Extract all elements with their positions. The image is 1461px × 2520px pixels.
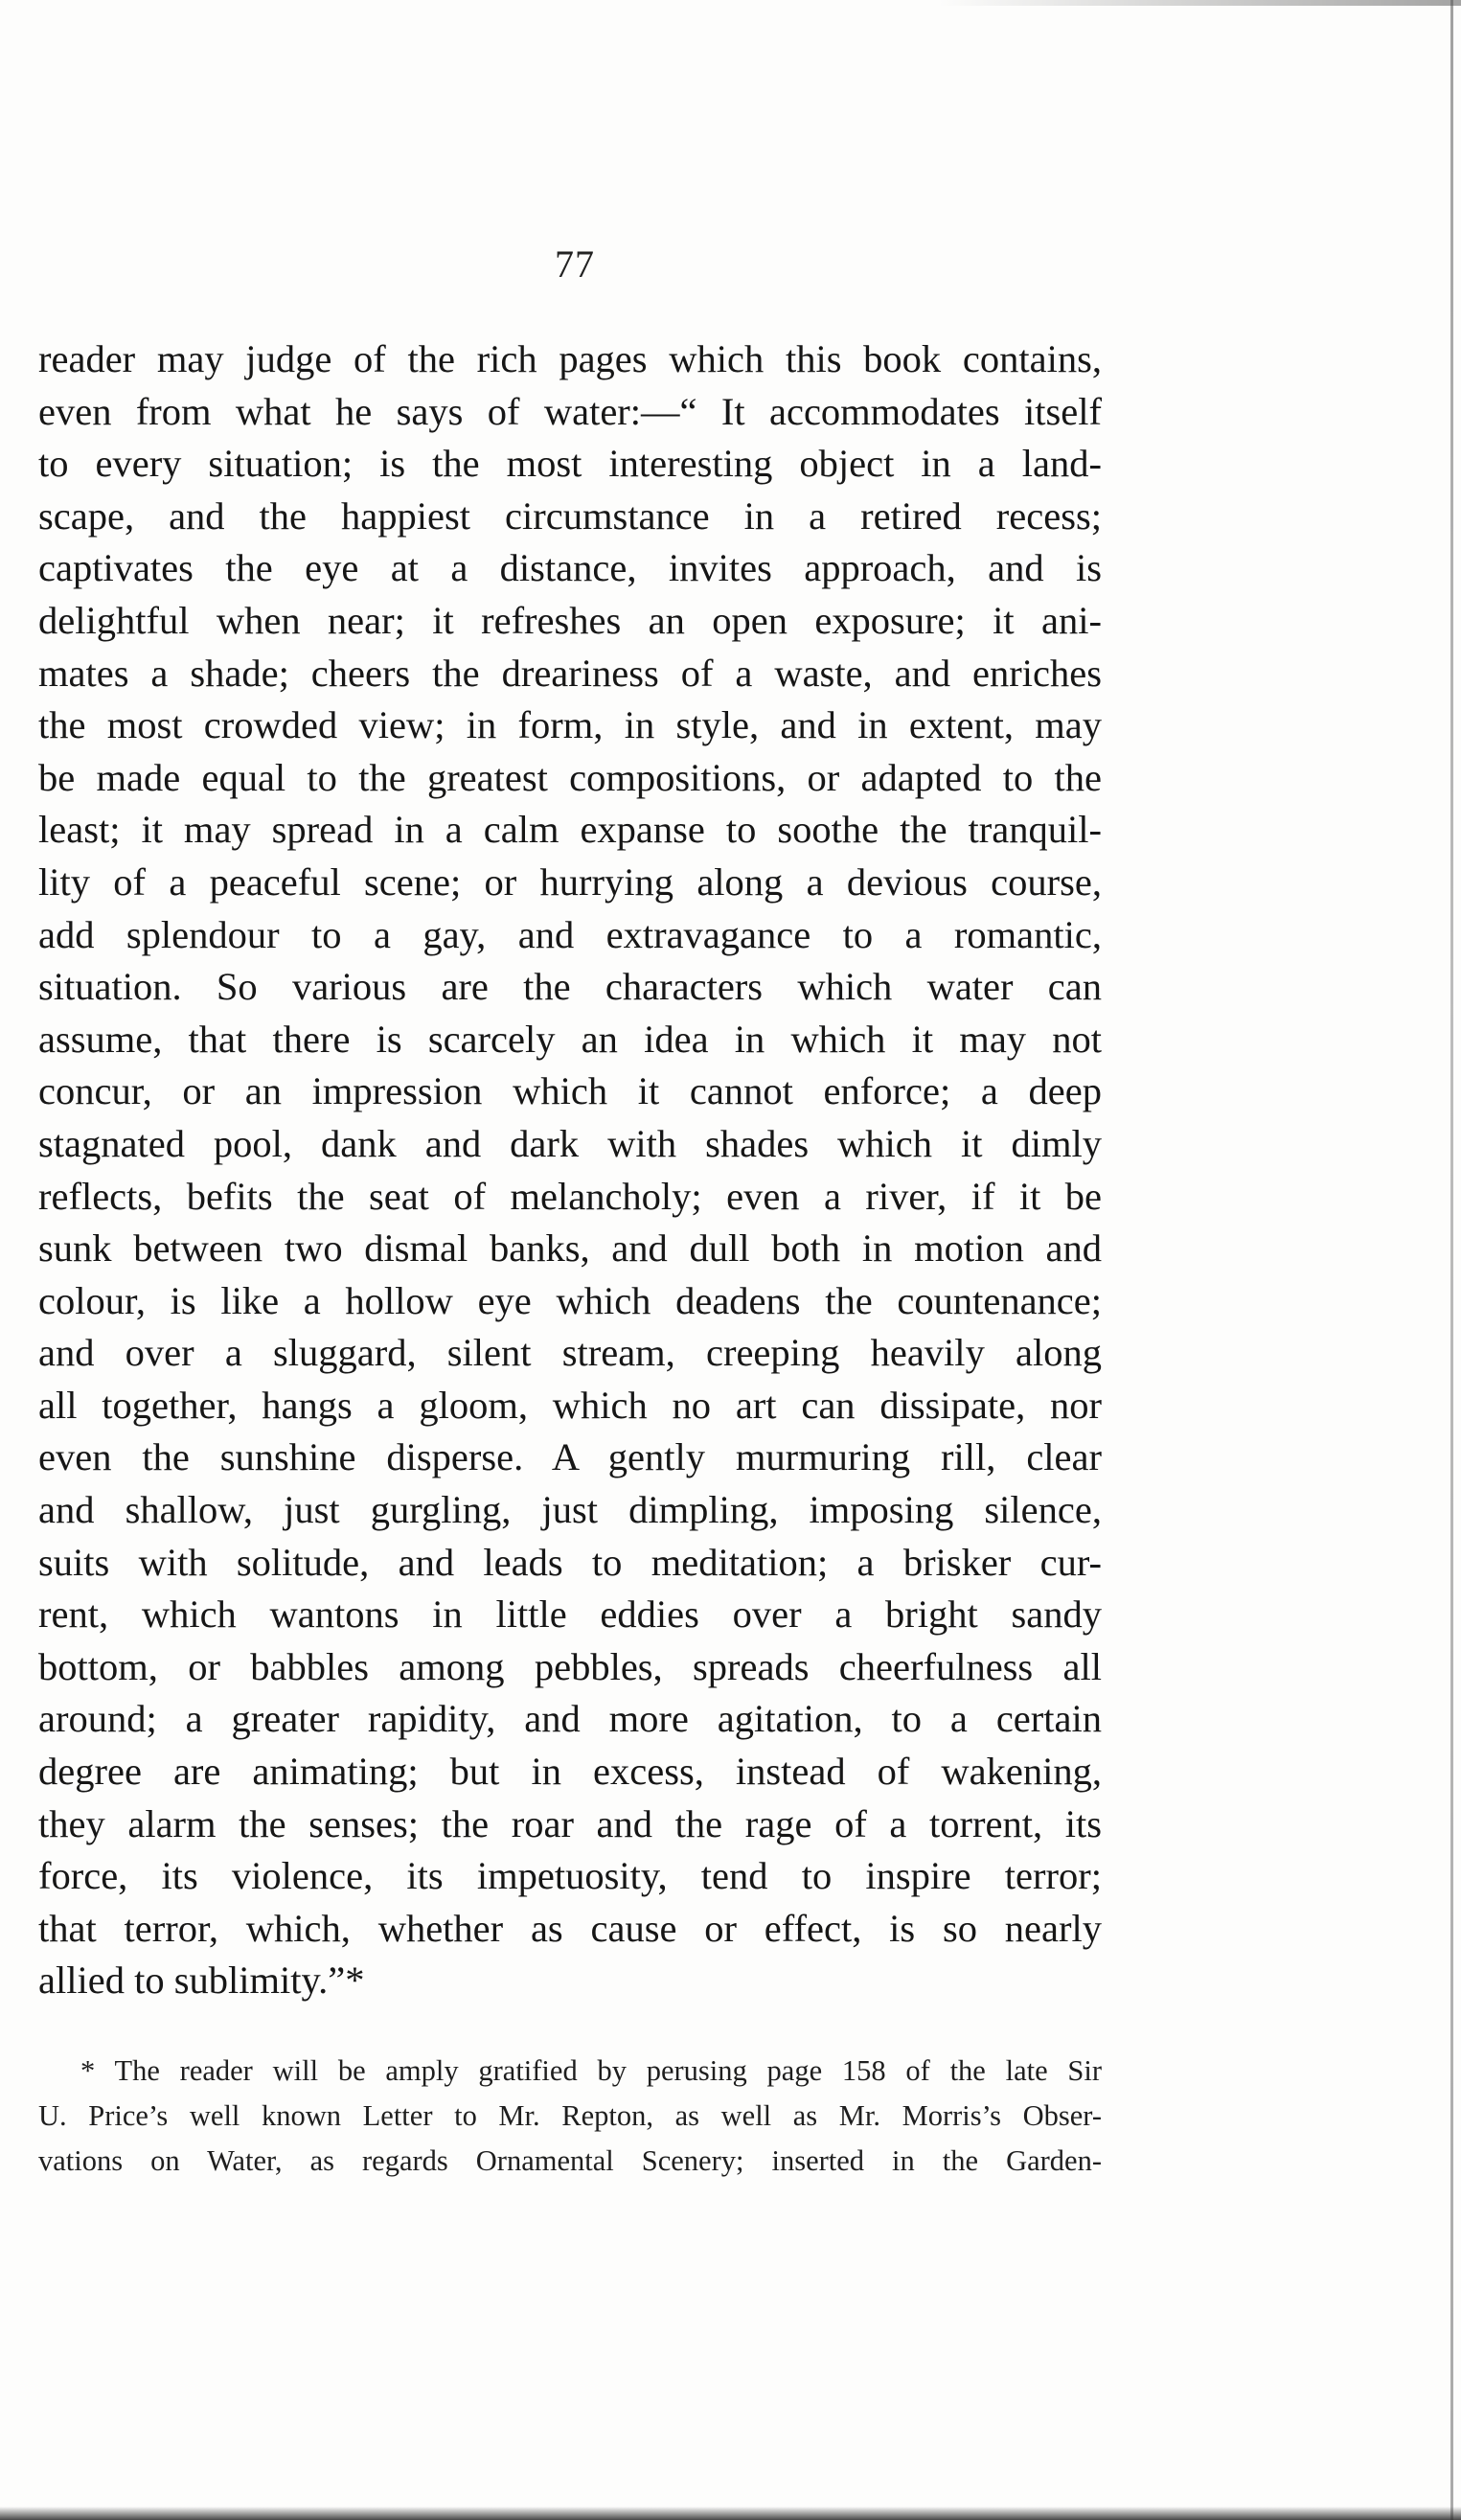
body-line: the most crowded view; in form, in style, and in extent, may (38, 703, 1102, 747)
footnote (38, 2049, 1102, 2184)
body-text (38, 333, 1102, 2007)
body-line: and shallow, just gurgling, just dimpling, imposing silence, (38, 1488, 1102, 1532)
page-right-edge (1450, 0, 1453, 2520)
body-line: suits with solitude, and leads to meditation; a brisker cur- (38, 1540, 1102, 1584)
body-line: allied to sublimity.”* (38, 1959, 365, 2003)
body-line: force, its violence, its impetuosity, tend to inspire terror; (38, 1854, 1102, 1898)
body-line: assume, that there is scarcely an idea in which it may not (38, 1017, 1102, 1061)
body-line: even from what he says of water:—“ It accommodates itself (38, 389, 1102, 433)
page-number: 77 (555, 242, 595, 286)
body-line: reflects, befits the seat of melancholy; even a river, if it be (38, 1174, 1102, 1218)
body-line: delightful when near; it refreshes an open exposure; it ani- (38, 598, 1102, 642)
body-line: lity of a peaceful scene; or hurrying along a devious course, (38, 859, 1102, 904)
page-bottom-edge (0, 2507, 1461, 2520)
body-line: sunk between two dismal banks, and dull both in motion and (38, 1226, 1102, 1271)
footnote-line: * The reader will be amply gratified by perusing page 158 of the late Sir (80, 2054, 1102, 2087)
body-line: around; a greater rapidity, and more agitation, to a certain (38, 1697, 1102, 1741)
body-line: add splendour to a gay, and extravagance to a romantic, (38, 912, 1102, 956)
body-line: least; it may spread in a calm expanse to soothe the tranquil- (38, 808, 1102, 852)
body-line: all together, hangs a gloom, which no art can dissipate, nor (38, 1383, 1102, 1427)
body-line: colour, is like a hollow eye which deadens the countenance; (38, 1278, 1102, 1322)
body-line: mates a shade; cheers the dreariness of a waste, and enriches (38, 651, 1102, 695)
body-line: reader may judge of the rich pages which this book contains, (38, 337, 1102, 380)
body-line: they alarm the senses; the roar and the rage of a torrent, its (38, 1801, 1102, 1845)
body-line: that terror, which, whether as cause or effect, is so nearly (38, 1906, 1102, 1950)
body-line: even the sunshine disperse. A gently murmuring rill, clear (38, 1435, 1102, 1479)
body-line: captivates the eye at a distance, invites approach, and is (38, 546, 1102, 590)
body-line: scape, and the happiest circumstance in a retired recess; (38, 493, 1102, 538)
body-line: be made equal to the greatest compositions, or adapted to the (38, 755, 1102, 799)
page-top-edge (939, 0, 1461, 6)
body-line: situation. So various are the characters which water can (38, 965, 1102, 1009)
body-line: to every situation; is the most interesting object in a land- (38, 442, 1102, 486)
body-line: degree are animating; but in excess, instead of wakening, (38, 1750, 1102, 1794)
footnote-line: vations on Water, as regards Ornamental Scenery; inserted in the Garden- (38, 2144, 1102, 2177)
body-line: bottom, or babbles among pebbles, spreads cheerfulness all (38, 1644, 1102, 1688)
footnote-line: U. Price’s well known Letter to Mr. Repton, as well as Mr. Morris’s Obser- (38, 2099, 1102, 2132)
body-line: rent, which wantons in little eddies over a bright sandy (38, 1592, 1102, 1637)
body-line: concur, or an impression which it cannot enforce; a deep (38, 1069, 1102, 1113)
body-line: and over a sluggard, silent stream, creeping heavily along (38, 1331, 1102, 1375)
body-line: stagnated pool, dank and dark with shades which it dimly (38, 1121, 1102, 1165)
